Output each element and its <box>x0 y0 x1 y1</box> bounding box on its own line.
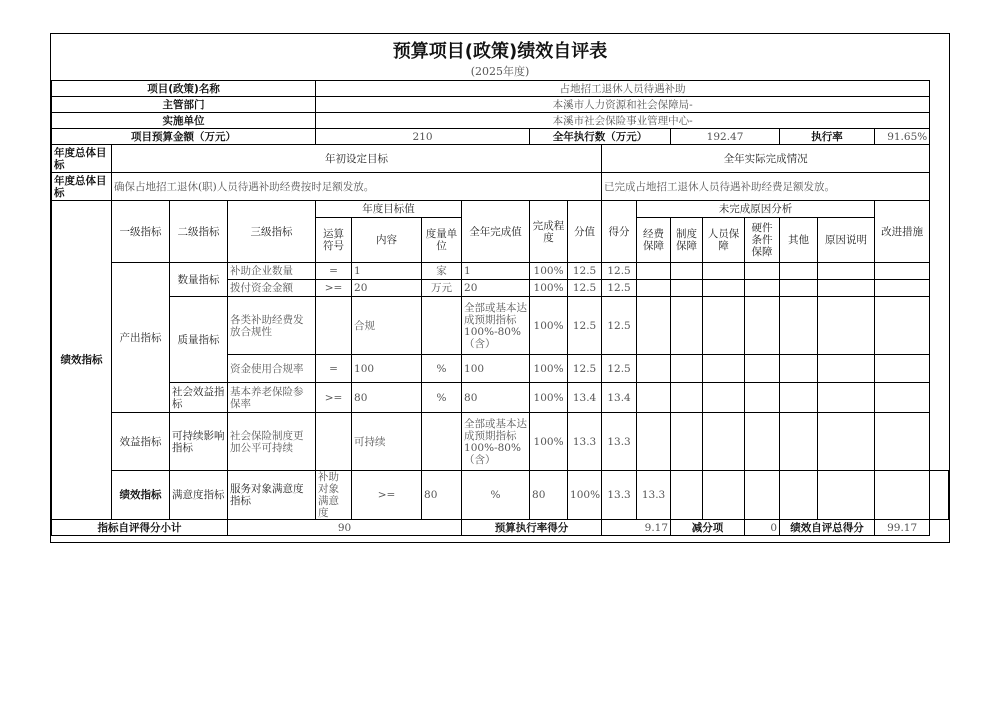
content-cell: 可持续 <box>352 413 422 471</box>
unit-cell: % <box>462 471 530 520</box>
level2-header: 二级指标 <box>170 201 228 263</box>
op-cell <box>316 297 352 355</box>
budget-label: 项目预算金额（万元） <box>52 129 316 145</box>
info-row-dept <box>52 97 949 113</box>
impl-value: 本溪市社会保险事业管理中心- <box>316 113 930 129</box>
fund-header: 经费保障 <box>637 218 671 263</box>
system-header: 制度保障 <box>671 218 703 263</box>
content-cell: 100 <box>352 355 422 383</box>
op-cell: >= <box>352 471 422 520</box>
satisfaction-group: 满意度指标 <box>170 471 228 520</box>
budget-score-label: 预算执行率得分 <box>462 520 602 536</box>
reason-header: 原因说明 <box>818 218 875 263</box>
degree-cell: 100% <box>530 263 568 280</box>
annual-target-header: 年度目标值 <box>316 201 462 218</box>
op-cell: = <box>316 263 352 280</box>
degree-cell: 100% <box>530 280 568 297</box>
indicator-header-row-1 <box>52 201 949 218</box>
dept-label: 主管部门 <box>52 97 316 113</box>
info-row-budget <box>52 129 949 145</box>
total-value: 99.17 <box>875 520 930 536</box>
table-row <box>52 263 949 280</box>
annual-done-header: 全年完成值 <box>462 201 530 263</box>
level1-header: 一级指标 <box>112 201 170 263</box>
benefit-group: 效益指标 <box>112 413 170 471</box>
output-group: 产出指标 <box>112 263 170 413</box>
done-cell: 80 <box>462 383 530 413</box>
l3-cell: 资金使用合规率 <box>228 355 316 383</box>
hardware-header: 硬件条件保障 <box>745 218 780 263</box>
rate-label: 执行率 <box>780 129 875 145</box>
actual-goal-text: 已完成占地招工退休人员待遇补助经费足额发放。 <box>602 173 930 201</box>
quantity-group: 数量指标 <box>170 263 228 297</box>
table-row <box>52 413 949 471</box>
score-cell: 13.3 <box>602 471 637 520</box>
content-cell: 80 <box>352 383 422 413</box>
sustain-group: 可持续影响指标 <box>170 413 228 471</box>
exec-label: 全年执行数（万元） <box>530 129 671 145</box>
op-cell <box>316 413 352 471</box>
degree-cell: 100% <box>530 413 568 471</box>
got-cell: 12.5 <box>602 355 637 383</box>
initial-goal-text: 确保占地招工退休(职)人员待遇补助经费按时足额发放。 <box>112 173 602 201</box>
service-group: 服务对象满意度指标 <box>228 471 316 520</box>
score-cell: 12.5 <box>568 280 602 297</box>
total-label: 绩效自评总得分 <box>780 520 875 536</box>
done-cell: 全部或基本达成预期指标100%-80%（含） <box>462 297 530 355</box>
degree-cell: 100% <box>568 471 602 520</box>
got-cell: 13.3 <box>637 471 671 520</box>
op-cell: >= <box>316 383 352 413</box>
deduct-label: 减分项 <box>671 520 745 536</box>
rate-value: 91.65% <box>875 129 930 145</box>
improve-header: 改进措施 <box>875 201 930 263</box>
subtotal-label: 指标自评得分小计 <box>52 520 228 536</box>
subtotal-value: 90 <box>228 520 462 536</box>
dept-value: 本溪市人力资源和社会保障局- <box>316 97 930 113</box>
level3-header: 三级指标 <box>228 201 316 263</box>
unit-cell: % <box>422 355 462 383</box>
budget-score-value: 9.17 <box>602 520 671 536</box>
got-cell: 12.5 <box>602 280 637 297</box>
score-cell: 13.4 <box>568 383 602 413</box>
goals-content-row <box>52 173 949 201</box>
impl-label: 实施单位 <box>52 113 316 129</box>
degree-cell: 100% <box>530 355 568 383</box>
unit-cell <box>422 297 462 355</box>
unit-cell: 家 <box>422 263 462 280</box>
info-row-project <box>52 81 949 97</box>
l3-cell: 社会保险制度更加公平可持续 <box>228 413 316 471</box>
project-name-value: 占地招工退休人员待遇补助 <box>316 81 930 97</box>
done-cell: 100 <box>462 355 530 383</box>
deduct-value: 0 <box>745 520 780 536</box>
done-cell: 80 <box>530 471 568 520</box>
goal-row-label-1: 年度总体目标 <box>52 145 112 173</box>
score-cell: 13.3 <box>568 413 602 471</box>
goals-header-row <box>52 145 949 173</box>
content-cell: 80 <box>422 471 462 520</box>
budget-value: 210 <box>316 129 530 145</box>
score-cell: 12.5 <box>568 297 602 355</box>
actual-goal-label: 全年实际完成情况 <box>602 145 930 173</box>
score-header: 分值 <box>568 201 602 263</box>
got-cell: 12.5 <box>602 297 637 355</box>
l3-cell: 基本养老保险参保率 <box>228 383 316 413</box>
table-row <box>52 471 949 520</box>
perf-indicator-label: 绩效指标 <box>52 201 112 520</box>
score-cell: 12.5 <box>568 263 602 280</box>
got-cell: 12.5 <box>602 263 637 280</box>
page-subtitle: (2025年度) <box>470 65 530 78</box>
got-cell: 13.3 <box>602 413 637 471</box>
op-cell: = <box>316 355 352 383</box>
l3-cell: 补助对象满意度 <box>316 471 352 520</box>
table-row <box>52 383 949 413</box>
quality-group: 质量指标 <box>170 297 228 383</box>
footer-row <box>52 520 949 536</box>
done-cell: 全部或基本达成预期指标100%-80%（含） <box>462 413 530 471</box>
degree-cell: 100% <box>530 297 568 355</box>
perf-indicator-label-2: 绩效指标 <box>112 471 170 520</box>
op-header: 运算符号 <box>316 218 352 263</box>
unit-cell: % <box>422 383 462 413</box>
info-row-impl <box>52 113 949 129</box>
social-group: 社会效益指标 <box>170 383 228 413</box>
exec-value: 192.47 <box>671 129 780 145</box>
content-cell: 20 <box>352 280 422 297</box>
unit-cell: 万元 <box>422 280 462 297</box>
evaluation-table <box>51 80 949 536</box>
self-evaluation-sheet <box>50 33 950 543</box>
page-title: 预算项目(政策)绩效自评表 <box>392 41 608 62</box>
degree-cell: 100% <box>530 383 568 413</box>
table-row <box>52 297 949 355</box>
content-cell: 合规 <box>352 297 422 355</box>
got-cell: 13.4 <box>602 383 637 413</box>
content-cell: 1 <box>352 263 422 280</box>
content-header: 内容 <box>352 218 422 263</box>
goal-row-label-2: 年度总体目标 <box>52 173 112 201</box>
l3-cell: 各类补助经费发放合规性 <box>228 297 316 355</box>
initial-goal-label: 年初设定目标 <box>112 145 602 173</box>
got-header: 得分 <box>602 201 637 263</box>
unit-cell <box>422 413 462 471</box>
done-cell: 1 <box>462 263 530 280</box>
l3-cell: 拨付资金金额 <box>228 280 316 297</box>
unit-header: 度量单位 <box>422 218 462 263</box>
project-name-label: 项目(政策)名称 <box>52 81 316 97</box>
l3-cell: 补助企业数量 <box>228 263 316 280</box>
op-cell: >= <box>316 280 352 297</box>
done-cell: 20 <box>462 280 530 297</box>
unfinished-header: 未完成原因分析 <box>637 201 875 218</box>
staff-header: 人员保障 <box>703 218 745 263</box>
score-cell: 12.5 <box>568 355 602 383</box>
other-header: 其他 <box>780 218 818 263</box>
degree-header: 完成程度 <box>530 201 568 263</box>
